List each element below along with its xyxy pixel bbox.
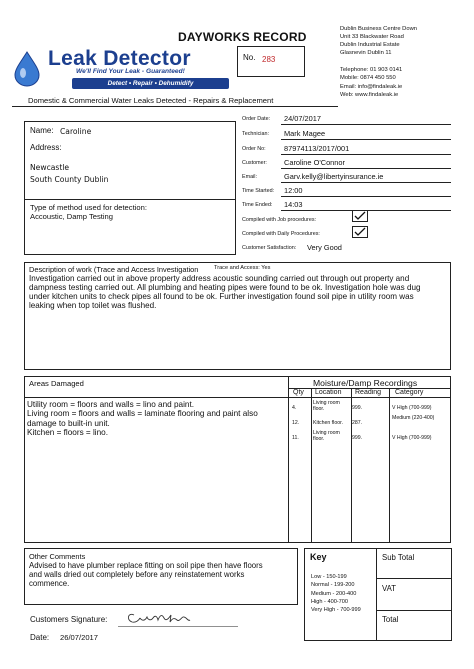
work-line: leaking when top toilet was flushed. [29, 301, 157, 310]
checkmark-icon [353, 227, 367, 237]
logo-text: Leak Detector [48, 47, 191, 70]
company-logo [14, 47, 232, 93]
col-header-qty: Qty [293, 389, 304, 396]
areas-description [27, 400, 287, 438]
col-header-category: Category [395, 389, 424, 396]
name-value: Caroline [60, 127, 92, 136]
date-value: 26/07/2017 [60, 633, 99, 642]
area-line: Kitchen = floors = lino. [27, 428, 109, 438]
location-cell: Kitchen floor. [313, 420, 343, 426]
work-label: Description of work (Trace and Access Investigation [29, 265, 199, 274]
time-started-label: Time Started: [242, 188, 275, 194]
category-cell: V High (700-999) [392, 405, 432, 411]
key-item: High - 400-700 [311, 598, 349, 605]
daily-procedures-label: Compiled with Daily Procedures: [242, 231, 320, 237]
key-item: Low - 150-199 [311, 574, 347, 580]
time-ended-value: 14:03 [284, 200, 303, 209]
area-line: Living room = floors and walls = laminate flooring and paint also [27, 409, 258, 419]
area-line: damage to built-in unit. [27, 418, 110, 428]
page-title: DAYWORKS RECORD [178, 30, 307, 44]
customer-details-box [24, 121, 236, 200]
signature-label: Customers Signature: [30, 615, 108, 624]
moisture-title: Moisture/Damp Recordings [313, 378, 418, 388]
address-line2: South County Dublin [30, 175, 109, 184]
date-label: Date: [30, 633, 50, 642]
total-label: Total [382, 615, 399, 624]
reading-cell: 999. [352, 435, 363, 441]
comment-line: Advised to have plumber replace fitting on soil pipe then have floors [29, 561, 263, 570]
banner-rule [12, 106, 338, 107]
work-line: dampness testing carried out. All plumbing and heating pipes were found to be ok. Investigation hole was dug [29, 283, 421, 292]
logo-tagline: We'll Find Your Leak - Guaranteed! [76, 68, 185, 75]
key-title: Key [310, 552, 327, 562]
company-address [340, 25, 417, 57]
vat-label: VAT [382, 584, 397, 593]
moisture-recordings-box [288, 376, 451, 543]
col-header-reading: Reading [355, 389, 382, 396]
record-number-label: No. [243, 53, 256, 62]
category-cell: Medium (220-400) [392, 415, 435, 421]
qty-cell: 4. [292, 405, 297, 411]
location-cell: Living room floor. [313, 430, 340, 442]
logo-services-bar [72, 78, 229, 89]
work-line: under kitchen units to check pipes all found to be ok. Further investigation found soil pipe in utility room was [29, 292, 414, 301]
areas-label: Areas Damaged [29, 379, 84, 388]
address-line: Dublin Business Centre Down [340, 26, 418, 32]
customer-signature [124, 606, 214, 628]
time-ended-label: Time Ended: [242, 202, 273, 208]
name-label: Name: [30, 126, 54, 135]
logo-services: Detect • Repair • Dehumidify [107, 80, 194, 87]
customer-label: Customer: [242, 160, 267, 166]
address-line: Unit 33 Blackwater Road [340, 34, 404, 40]
job-procedures-label: Compiled with Job procedures: [242, 217, 317, 223]
order-date-label: Order Date: [242, 116, 271, 122]
qty-cell: 12. [292, 420, 300, 426]
address-line: Dublin Industrial Estate [340, 42, 400, 48]
comments-label: Other Comments [29, 552, 86, 561]
banner-text: Domestic & Commercial Water Leaks Detected - Repairs & Replacement [28, 96, 274, 105]
signature-scribble [124, 606, 214, 628]
technician-label: Technician: [242, 131, 269, 137]
daily-procedures-checkbox[interactable] [352, 226, 368, 238]
signature-text [124, 606, 128, 607]
water-drop-icon [14, 51, 40, 87]
job-procedures-checkbox[interactable] [352, 210, 368, 222]
method-value: Accoustic, Damp Testing [30, 212, 114, 221]
work-sublabel: Trace and Access: Yes [214, 265, 271, 271]
key-item: Medium - 200-400 [311, 590, 357, 597]
record-number-box [237, 46, 305, 77]
detection-method-box [24, 199, 236, 255]
record-number-value: 283 [262, 55, 276, 64]
reading-cell: 999. [352, 405, 363, 411]
satisfaction-label: Customer Satisfaction: [242, 245, 297, 251]
subtotal-label: Sub Total [382, 553, 415, 562]
checkmark-icon [353, 211, 367, 221]
address-line1: Newcastle [30, 163, 70, 172]
other-comments-box [24, 548, 298, 605]
signature-rule [118, 626, 238, 627]
totals-box [376, 548, 452, 641]
key-box [304, 548, 377, 641]
website: Web: www.findaleak.ie [340, 91, 399, 98]
customer-value: Caroline O'Connor [284, 158, 345, 167]
comment-line: commence. [29, 579, 70, 588]
telephone: Telephone: 01 903 0141 [340, 67, 403, 73]
order-date-value: 24/07/2017 [284, 114, 321, 123]
order-no-value: 87974113/2017/001 [284, 144, 350, 153]
qty-cell: 11. [292, 435, 299, 441]
areas-damaged-box [24, 376, 289, 543]
address-label: Address: [30, 143, 62, 152]
description-of-work-box [24, 262, 451, 370]
key-item: Normal - 199-200 [311, 582, 355, 589]
order-details [241, 112, 456, 257]
company-contacts [340, 66, 402, 99]
satisfaction-value: Very Good [307, 243, 342, 252]
address-line: Glasnevin Dublin 11 [340, 50, 392, 56]
work-description [29, 274, 449, 310]
location-cell: Living room floor. [313, 400, 340, 412]
email-value: Garv.kelly@libertyinsurance.ie [284, 172, 384, 181]
order-no-label: Order No: [242, 146, 266, 152]
area-line: Utility room = floors and walls = lino and paint. [27, 400, 195, 409]
email-label: Email: [242, 174, 257, 180]
technician-value: Mark Magee [284, 129, 326, 138]
work-line: Investigation carried out in above property address acoustic sounding carried out through out property and [29, 274, 410, 283]
mobile: Mobile: 0874 450 550 [340, 75, 396, 82]
method-label: Type of method used for detection: [30, 203, 147, 212]
comments-text [29, 561, 297, 588]
comment-line: and walls dried out completely before any reinstatement works [29, 570, 245, 579]
time-started-value: 12:00 [284, 186, 303, 195]
category-cell: V High (700-999) [392, 435, 432, 441]
email: Email: info@findaleak.ie [340, 83, 403, 90]
key-item: Very High - 700-999 [311, 607, 361, 614]
col-header-location: Location [315, 389, 342, 396]
key-list [311, 573, 361, 614]
reading-cell: 287. [352, 420, 363, 426]
